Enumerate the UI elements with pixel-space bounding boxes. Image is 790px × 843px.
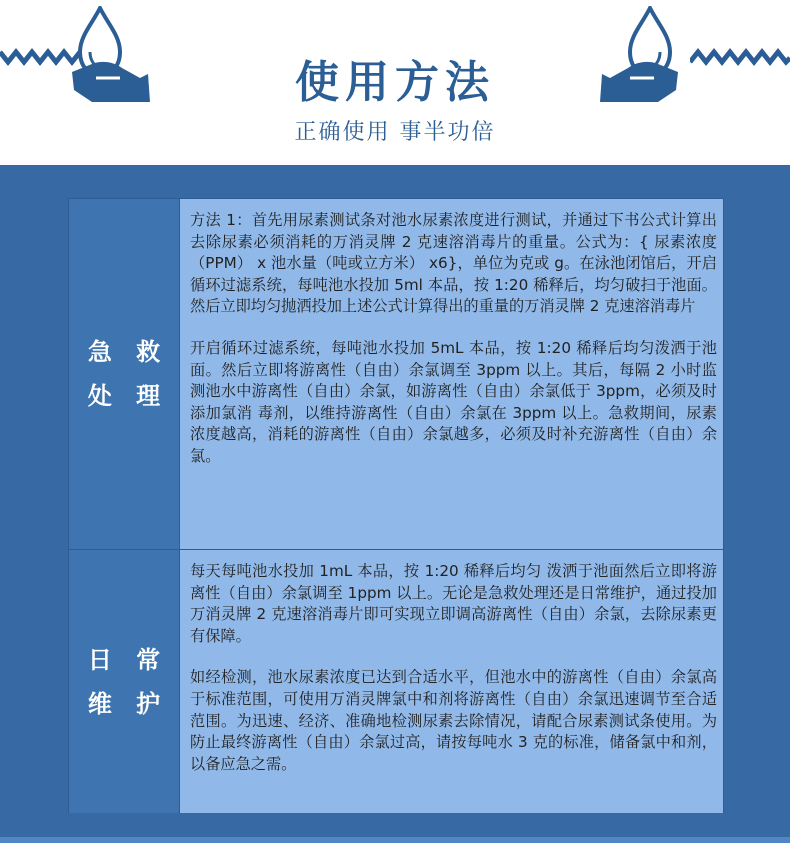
section-paragraph: 开启循环过滤系统，每吨池水投加 5mL 本品，按 1:20 稀释后均匀泼洒于池面。然后立即将游离性（自由）余氯调至 3ppm 以上。其后，每隔 2 小时监测池水中游离性（自由）余氯，如游离性（自由）余氯低于 3ppm，必须及时添加氯消 毒剂，以维持游离性（自由）余氯在 3ppm 以上。急救期间，尿素浓度越高，消耗的游离性（自由）余氯越多，必须及时补充游离性（自由）余氯。	[190, 338, 717, 465]
section-content	[179, 550, 723, 813]
section-emergency	[69, 199, 723, 549]
bottom-strip	[0, 837, 790, 843]
page-subtitle: 正确使用 事半功倍	[294, 120, 496, 145]
section-label-line: 日 常	[87, 645, 169, 674]
section-paragraph: 如经检测，池水尿素浓度已达到合适水平，但池水中的游离性（自由）余氯高于标准范围，可使用万消灵牌氯中和剂将游离性（自由）余氯迅速调节至合适范围。为迅速、经济、准确地检测尿素去除情况，请配合尿素测试条使用。为防止最终游离性（自由）余氯过高，请按每吨水 3 克的标准，储备氯中和剂，以备应急之需。	[190, 668, 717, 773]
section-paragraph: 方法 1：首先用尿素测试条对池水尿素浓度进行测试，并通过下书公式计算出去除尿素必须消耗的万消灵牌 2 克速溶消毒片的重量。公式为：{ 尿素浓度（PPM） x 池水量（吨或立方米） x6}，单位为克或 g。在泳池闭馆后，开启循环过滤系统，每吨池水投加 5ml 本品，按 1:20 稀释后，均匀破扫于池面。然后立即均匀抛洒投加上述公式计算得出的重量的万消灵牌 2 克速溶消毒片	[190, 211, 717, 316]
header	[0, 0, 790, 165]
section-label-line: 急 救	[87, 338, 169, 366]
section-label	[69, 550, 179, 813]
section-content	[179, 199, 723, 549]
page-title: 使用方法	[295, 57, 495, 108]
section-paragraph: 每天每吨池水投加 1mL 本品，按 1:20 稀释后均匀 泼洒于池面然后立即将游离性（自由）余氯调至 1ppm 以上。无论是急救处理还是日常维护，通过投加万消灵牌 2 克速溶消毒片即可实现立即调高游离性（自由）余氯，去除尿素更有保障。	[190, 562, 717, 645]
section-label-line: 维 护	[87, 689, 169, 718]
section-label	[69, 199, 179, 549]
section-label-line: 处 理	[87, 382, 169, 410]
instructions-table	[68, 198, 724, 813]
instructions-panel	[0, 165, 790, 843]
section-daily-maintenance	[69, 549, 723, 813]
